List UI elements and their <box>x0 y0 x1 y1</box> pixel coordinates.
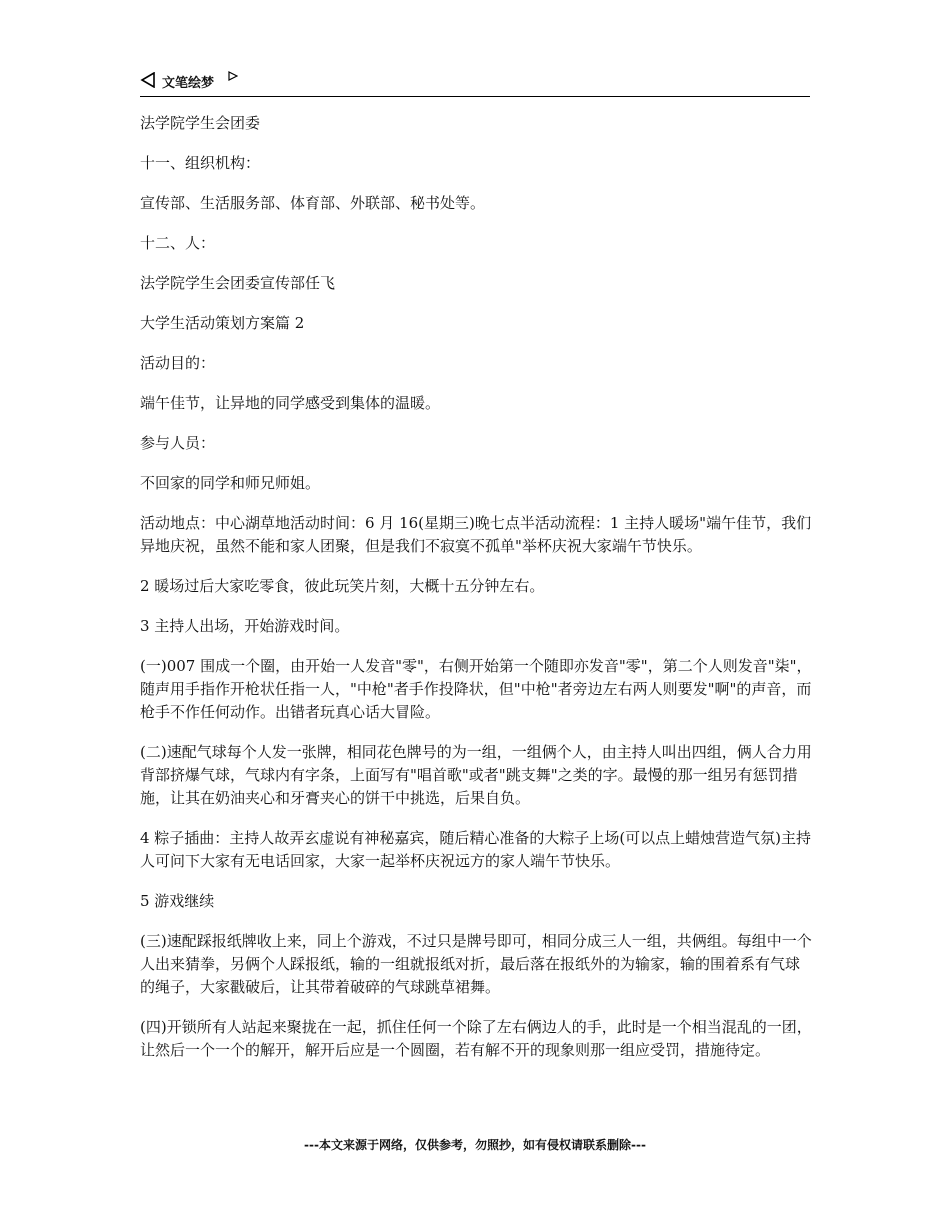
paragraph: (一)007 围成一个圈，由开始一人发音"零"，右侧开始第一个随即亦发音"零"，第二个人则发音"柒"，随声用手指作开枪状任指一人，"中枪"者手作投降状，但"中枪"者旁边左右两人则要发"啊"的声音，而枪手不作任何动作。出错者玩真心话大冒险。 <box>140 657 812 721</box>
paragraph: 十二、人： <box>140 234 216 252</box>
brand-title: 文笔绘梦 <box>162 76 215 91</box>
page-footer: ---本文来源于网络，仅供参考，勿照抄，如有侵权请联系删除--- <box>304 1138 646 1152</box>
paragraph: 活动目的： <box>140 354 216 372</box>
paragraph: 端午佳节，让异地的同学感受到集体的温暖。 <box>140 394 441 412</box>
left-triangle-arrow-icon <box>140 72 156 88</box>
paragraph: 法学院学生会团委 <box>140 114 261 132</box>
paragraph: (四)开锁所有人站起来聚拢在一起，抓住任何一个除了左右俩边人的手，此时是一个相当混乱的一团，让然后一个一个的解开，解开后应是一个圆圈，若有解不开的现象则那一组应受罚，措施待定。 <box>140 1018 812 1059</box>
right-triangle-arrow-icon <box>228 71 238 81</box>
paragraph: 不回家的同学和师兄师姐。 <box>140 474 321 492</box>
paragraph: (二)速配气球每个人发一张牌，相同花色牌号的为一组，一组俩个人，由主持人叫出四组，俩人合力用背部挤爆气球，气球内有字条，上面写有"唱首歌"或者"跳支舞"之类的字。最慢的那一组另有惩罚措施，让其在奶油夹心和牙膏夹心的饼干中挑选，后果自负。 <box>140 743 812 807</box>
document-body <box>140 112 812 1079</box>
paragraph: (三)速配踩报纸牌收上来，同上个游戏，不过只是牌号即可，相同分成三人一组，共俩组。每组中一个人出来猜拳，另俩个人踩报纸，输的一组就报纸对折，最后落在报纸外的为输家，输的围着系有气球的绳子，大家戳破后，让其带着破碎的气球跳草裙舞。 <box>140 932 812 996</box>
paragraph: 3 主持人出场，开始游戏时间。 <box>140 617 350 635</box>
paragraph: 法学院学生会团委宣传部任飞 <box>140 274 336 292</box>
paragraph: 2 暖场过后大家吃零食，彼此玩笑片刻，大概十五分钟左右。 <box>140 577 545 595</box>
paragraph: 4 粽子插曲：主持人故弄玄虚说有神秘嘉宾，随后精心准备的大粽子上场(可以点上蜡烛营造气氛)主持人可问下大家有无电话回家，大家一起举杯庆祝远方的家人端午节快乐。 <box>140 829 812 870</box>
section-heading: 大学生活动策划方案篇 2 <box>140 314 305 332</box>
paragraph: 十一、组织机构： <box>140 154 261 172</box>
paragraph: 活动地点：中心湖草地活动时间：6 月 16(星期三)晚七点半活动流程：1 主持人暖场"端午佳节，我们异地庆祝，虽然不能和家人团聚，但是我们不寂寞不孤单"举杯庆祝大家端午节快乐。 <box>140 514 812 555</box>
paragraph: 宣传部、生活服务部、体育部、外联部、秘书处等。 <box>140 194 486 212</box>
paragraph: 5 游戏继续 <box>140 892 215 910</box>
page-header <box>140 70 810 97</box>
paragraph: 参与人员： <box>140 434 216 452</box>
